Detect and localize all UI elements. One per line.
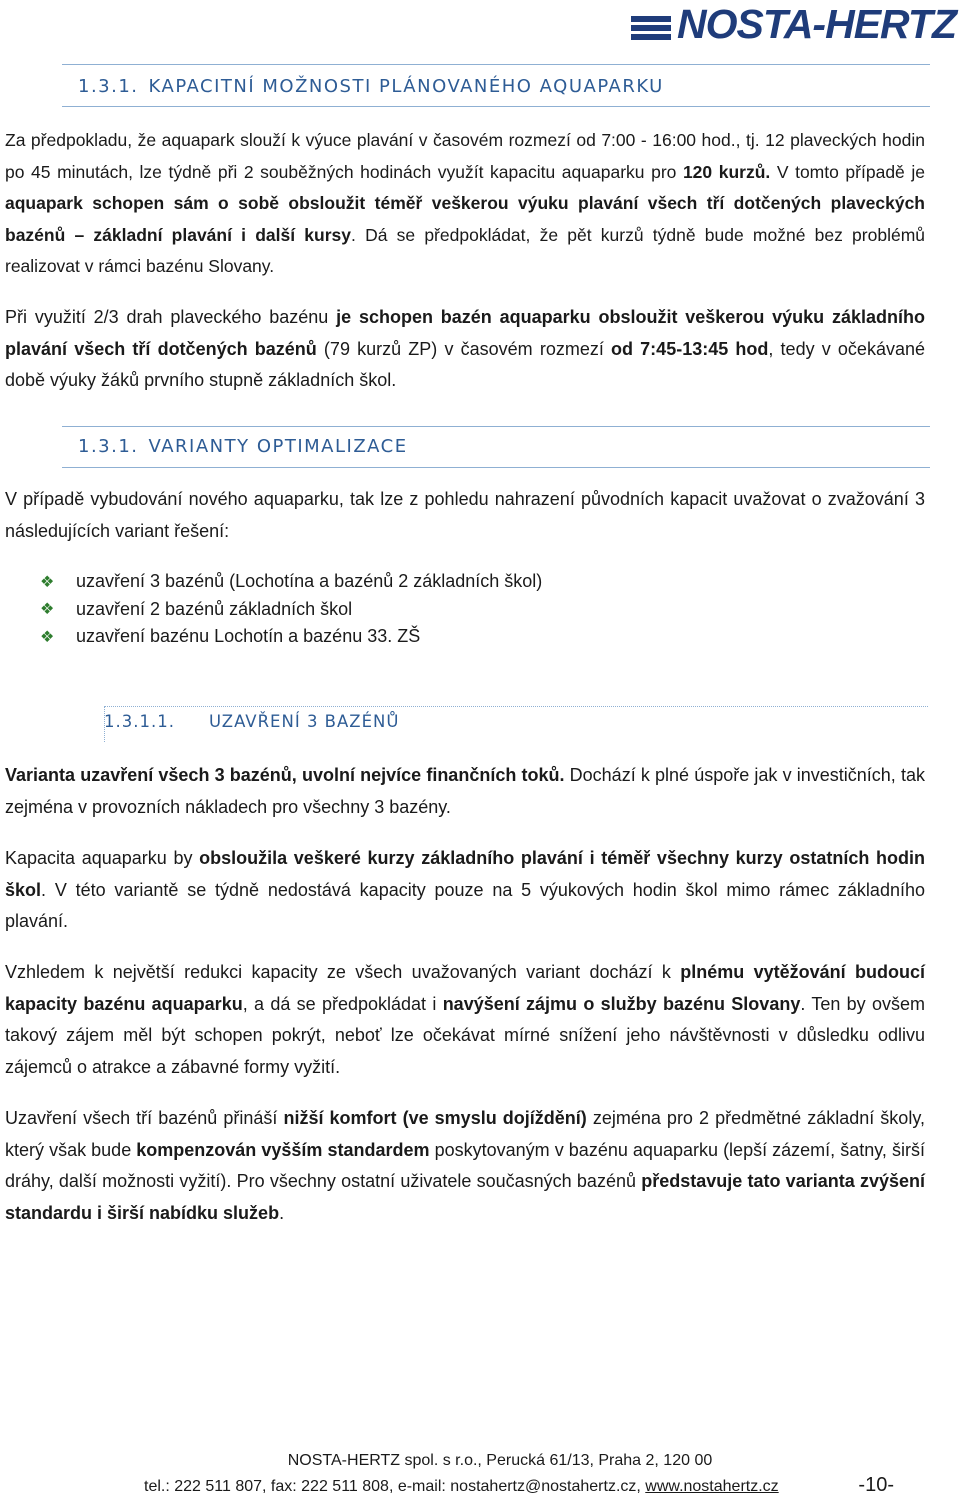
section-title: VARIANTY OPTIMALIZACE bbox=[148, 436, 408, 457]
company-logo bbox=[631, 2, 956, 46]
paragraph-two-thirds bbox=[5, 302, 925, 397]
text-run: Kapacita aquaparku by bbox=[5, 848, 200, 868]
list-item-text: uzavření 2 bazénů základních škol bbox=[76, 598, 353, 619]
page-number: -10- bbox=[858, 1474, 894, 1496]
list-item-text: uzavření 3 bazénů (Lochotína a bazénů 2 základních škol) bbox=[76, 571, 543, 592]
subsection-number: 1.3.1.1. bbox=[104, 712, 175, 731]
footer-contact bbox=[144, 1478, 779, 1496]
bold-run: je schopen bazén aquaparku obsloužit veškerou výuku základního plavání všech tří dotčených bazénů bbox=[5, 307, 925, 359]
bold-run: od 7:45-13:45 hod bbox=[611, 338, 769, 359]
subsection-title: UZAVŘENÍ 3 BAZÉNŮ bbox=[208, 712, 400, 731]
subsection-heading bbox=[104, 712, 399, 731]
paragraph-capacity bbox=[5, 125, 925, 283]
section-number: 1.3.1. bbox=[78, 436, 139, 457]
text-run: V tomto případě je bbox=[770, 161, 925, 182]
section-heading bbox=[78, 76, 664, 97]
text-run: , tedy v očekávané době výuky žáků prvního stupně základních škol. bbox=[5, 338, 925, 390]
text-run: poskytovaným v bazénu aquaparku (lepší zázemí, šatny, širší dráhy, další možnosti vyžití). Pro všechny ostatní uživatele současných bazénů bbox=[5, 1139, 925, 1191]
text-run: . V této variantě se týdně nedostává kapacity pouze na 5 výukových hodin škol mimo rámec základního plavání. bbox=[5, 879, 925, 931]
text-run: , a dá se předpokládat i bbox=[242, 993, 443, 1014]
list-item bbox=[40, 596, 542, 624]
logo-flag-icon bbox=[631, 12, 671, 46]
text-run: . Ten by ovšem takový zájem měl být schopen pokrýt, neboť lze očekávat mírné snížení jeho návštěvnosti v důsledku odlivu zájemců o atrakce a zábavné formy vyžití. bbox=[5, 993, 925, 1077]
bold-run: plnému vytěžování budoucí kapacity bazénu aquaparku bbox=[5, 962, 926, 1014]
text-run: Dochází k plné úspoře jak v investičních, tak zejména v provozních nákladech pro všechny 3 bazény. bbox=[5, 765, 925, 817]
diamond-bullet-icon: ❖ bbox=[40, 601, 55, 619]
section-title: KAPACITNÍ MOŽNOSTI PLÁNOVANÉHO AQUAPARKU bbox=[148, 76, 664, 97]
section-bottom-rule bbox=[62, 106, 930, 107]
bold-run: Varianta uzavření všech 3 bazénů, uvolní nejvíce finančních toků. bbox=[5, 765, 565, 785]
list-item bbox=[40, 623, 542, 651]
paragraph-capacity-utilization bbox=[5, 957, 925, 1083]
text-run: Při využití 2/3 drah plaveckého bazénu bbox=[5, 307, 337, 327]
text-run: . bbox=[279, 1202, 285, 1223]
paragraph-variants-intro: V případě vybudování nového aquaparku, tak lze z pohledu nahrazení původních kapacit uvažovat o zvažování 3 následujících variant řešení: bbox=[5, 489, 925, 541]
text-run: Uzavření všech tří bazénů přináší bbox=[5, 1108, 284, 1128]
text-run: . Dá se předpokládat, že pět kurzů týdně bude možné bez problémů realizovat v rámci bazénu Slovany. bbox=[5, 224, 926, 276]
bold-run: aquapark schopen sám o sobě obsloužit téměř veškerou výuku plavání všech tří dotčených plaveckých bazénů – základní plavání i další kursy bbox=[5, 193, 925, 245]
paragraph-variant-summary bbox=[5, 760, 925, 823]
section-bottom-rule bbox=[62, 467, 930, 468]
subsection-frame-top bbox=[104, 706, 928, 707]
section-top-rule bbox=[62, 64, 930, 65]
text-run: (79 kurzů ZP) v časovém rozmezí bbox=[316, 338, 612, 359]
footer-address: NOSTA-HERTZ spol. s r.o., Perucká 61/13, Praha 2, 120 00 bbox=[287, 1452, 713, 1469]
section-top-rule bbox=[62, 426, 930, 427]
section-heading bbox=[78, 436, 408, 457]
text-run: Za předpokladu, že aquapark slouží k výuce plavání v časovém rozmezí od 7:00 - 16:00 hod., tj. 12 plaveckých hodin po 45 minutách, lze týdně při 2 souběžných hodinách využít kapacitu aquaparku pro bbox=[5, 130, 925, 182]
diamond-bullet-icon: ❖ bbox=[40, 573, 55, 591]
website-link[interactable]: www.nostahertz.cz bbox=[645, 1478, 779, 1495]
variant-list bbox=[40, 568, 542, 651]
text-run: Vzhledem k největší redukci kapacity ze všech uvažovaných variant dochází k bbox=[5, 962, 681, 982]
logo-text: NOSTA-HERTZ bbox=[676, 1, 956, 47]
text-run: zejména pro 2 předmětné základní školy, který však bude bbox=[5, 1108, 925, 1160]
footer-contact-text: tel.: 222 511 807, fax: 222 511 808, e-mail: nostahertz@nostahertz.cz, bbox=[144, 1478, 646, 1495]
bold-run: obsloužila veškeré kurzy základního plavání i téměř všechny kurzy ostatních hodin škol bbox=[5, 848, 925, 900]
bold-run: 120 kurzů. bbox=[682, 161, 771, 182]
list-item bbox=[40, 568, 542, 596]
bold-run: kompenzován vyšším standardem bbox=[136, 1139, 430, 1160]
section-number: 1.3.1. bbox=[78, 76, 139, 97]
bold-run: představuje tato varianta zvýšení standardu i širší nabídku služeb bbox=[5, 1171, 925, 1223]
bold-run: navýšení zájmu o služby bazénu Slovany bbox=[442, 993, 801, 1014]
diamond-bullet-icon: ❖ bbox=[40, 628, 55, 646]
bold-run: nižší komfort (ve smyslu dojíždění) bbox=[283, 1108, 587, 1128]
paragraph-comfort bbox=[5, 1103, 925, 1229]
list-item-text: uzavření bazénu Lochotín a bazénu 33. ZŠ bbox=[76, 626, 421, 647]
paragraph-capacity-coverage bbox=[5, 843, 925, 938]
